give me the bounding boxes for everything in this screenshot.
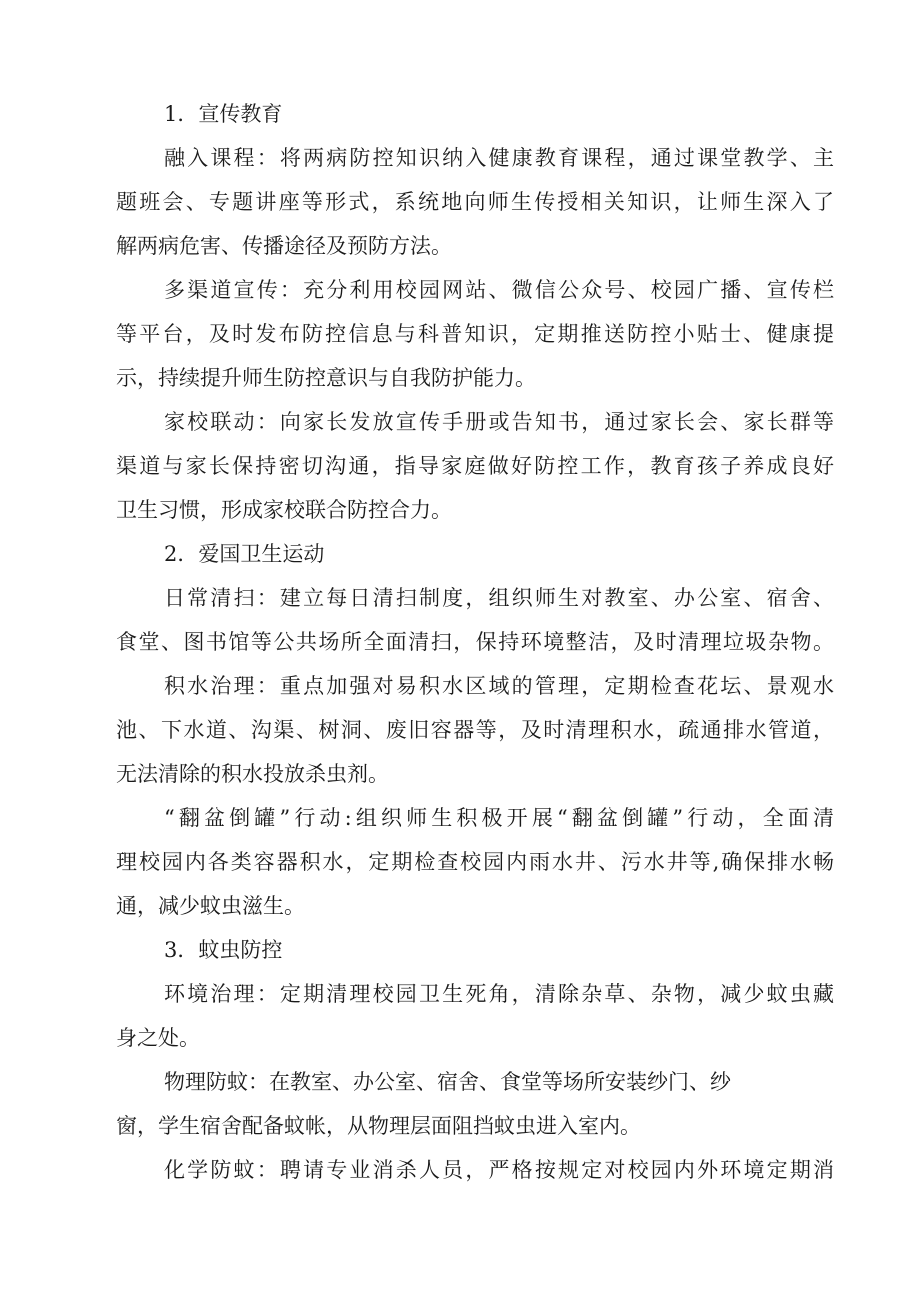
paragraph-line: 身之处。 (116, 1026, 200, 1050)
paragraph-line: 环境治理：定期清理校园卫生死角，清除杂草、杂物，减少蚊虫藏 (164, 982, 834, 1006)
paragraph-line: 卫生习惯，形成家校联合防控合力。 (116, 498, 452, 522)
paragraph-line: 题班会、专题讲座等形式，系统地向师生传授相关知识，让师生深入了 (116, 190, 834, 214)
paragraph-line: 化学防蚊：聘请专业消杀人员，严格按规定对校园内外环境定期消 (164, 1158, 834, 1182)
section-heading-1: 1．宣传教育 (164, 102, 283, 126)
section-heading-2: 2．爱国卫生运动 (164, 542, 325, 566)
paragraph-line: 解两病危害、传播途径及预防方法。 (116, 234, 452, 258)
paragraph-line: 窗，学生宿舍配备蚊帐，从物理层面阻挡蚊虫进入室内。 (116, 1114, 641, 1138)
paragraph-line: 食堂、图书馆等公共场所全面清扫，保持环境整洁，及时清理垃圾杂物。 (116, 630, 834, 654)
paragraph-line: 等平台，及时发布防控信息与科普知识，定期推送防控小贴士、健康提 (116, 322, 834, 346)
paragraph-line: 理校园内各类容器积水，定期检查校园内雨水井、污水井等,确保排水畅 (116, 850, 834, 874)
paragraph-line: 示，持续提升师生防控意识与自我防护能力。 (116, 366, 536, 390)
document-page (116, 92, 834, 1192)
paragraph-line: 融入课程：将两病防控知识纳入健康教育课程，通过课堂教学、主 (164, 146, 834, 170)
section-heading-3: 3．蚊虫防控 (164, 938, 283, 962)
paragraph-line: 通，减少蚊虫滋生。 (116, 894, 305, 918)
paragraph-line: 物理防蚊：在教室、办公室、宿舍、食堂等场所安装纱门、纱 (164, 1070, 731, 1094)
paragraph-line: 日常清扫：建立每日清扫制度，组织师生对教室、办公室、宿舍、 (164, 586, 834, 610)
paragraph-line: 家校联动：向家长发放宣传手册或告知书，通过家长会、家长群等 (164, 410, 834, 434)
paragraph-line: 多渠道宣传：充分利用校园网站、微信公众号、校园广播、宣传栏 (164, 278, 834, 302)
paragraph-line: 池、下水道、沟渠、树洞、废旧容器等，及时清理积水，疏通排水管道， (116, 718, 834, 742)
paragraph-line: 无法清除的积水投放杀虫剂。 (116, 762, 389, 786)
paragraph-line: 积水治理：重点加强对易积水区域的管理，定期检查花坛、景观水 (164, 674, 834, 698)
paragraph-line: 渠道与家长保持密切沟通，指导家庭做好防控工作，教育孩子养成良好 (116, 454, 834, 478)
paragraph-line: “翻盆倒罐”行动:组织师生积极开展“翻盆倒罐”行动，全面清 (164, 806, 834, 830)
